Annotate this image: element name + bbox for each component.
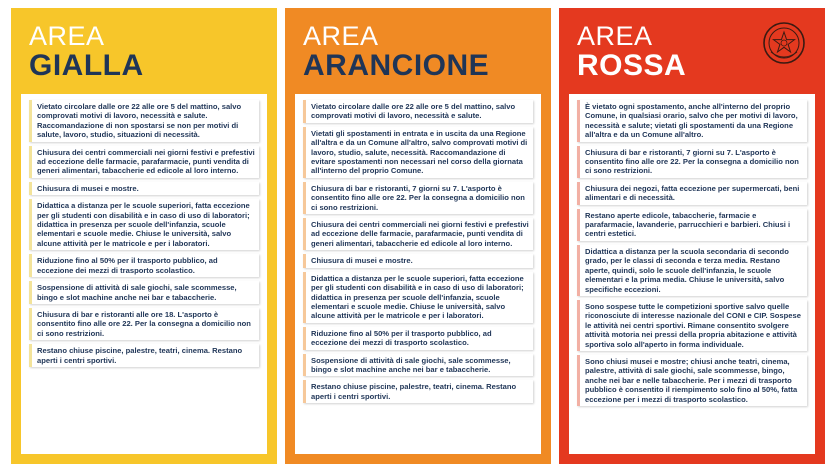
rule-item: Vietato circolare dalle ore 22 alle ore 5 del mattino, salvo comprovati motivi di lavoro, necessità e salute. (303, 100, 533, 123)
rule-item: Chiusura dei negozi, fatta eccezione per supermercati, beni alimentari e di necessità. (577, 182, 807, 205)
area-arancione-title-line1: AREA (303, 21, 379, 51)
area-gialla-header (21, 8, 267, 94)
rule-item: Chiusura di musei e mostre. (303, 254, 533, 267)
rule-item: Sono sospese tutte le competizioni sportive salvo quelle riconosciute di interesse nazionale del CONI e CIP. Sospese le attività nei centri sportivi. Rimane consentito svolgere attività motoria nei pressi della propria abitazione e attività sportiva solo all'aperto in forma individuale. (577, 300, 807, 351)
rule-item: Didattica a distanza per la scuola secondaria di secondo grado, per le classi di seconda e terza media. Restano aperte, quindi, solo le scuole dell'infanzia, le scuole elementari e la prima media. Chiuse le università, salvo specifiche eccezioni. (577, 245, 807, 296)
rule-item: Chiusura di bar e ristoranti, 7 giorni su 7. L'asporto è consentito fino alle ore 22. Per la consegna a domicilio non ci sono restrizioni. (577, 146, 807, 178)
area-arancione-rules-panel (295, 94, 541, 454)
rule-item: Vietato circolare dalle ore 22 alle ore 5 del mattino, salvo comprovati motivi di lavoro, necessità e salute. Raccomandazione di non spostarsi se non per motivi di salute, lavoro, studio, situazioni di necessità. (29, 100, 259, 142)
rule-item: Chiusura di bar e ristoranti alle ore 18. L'asporto è consentito fino alle ore 22. Per la consegna a domicilio non ci sono restrizioni. (29, 308, 259, 340)
rule-item: Restano chiuse piscine, palestre, teatri, cinema. Restano aperti i centri sportivi. (29, 344, 259, 367)
area-gialla-rules-panel (21, 94, 267, 454)
area-gialla-title-line2: GIALLA (29, 49, 144, 82)
italian-republic-emblem-icon (761, 20, 807, 66)
area-gialla-column (11, 8, 277, 464)
rule-item: Vietati gli spostamenti in entrata e in uscita da una Regione all'altra e da un Comune all'altro, salvo comprovati motivi di lavoro, studio, salute, necessità. Raccomandazione di evitare spostamenti non necessari nel corso della giornata all'interno del proprio Comune. (303, 127, 533, 178)
area-gialla-title-line1: AREA (29, 21, 105, 51)
rule-item: Sospensione di attività di sale giochi, sale scommesse, bingo e slot machine anche nei bar e tabaccherie. (303, 354, 533, 377)
area-arancione-column (285, 8, 551, 464)
rule-item: Chiusura di musei e mostre. (29, 182, 259, 195)
rule-item: Restano chiuse piscine, palestre, teatri, cinema. Restano aperti i centri sportivi. (303, 380, 533, 403)
area-rossa-column (559, 8, 825, 464)
area-arancione-title-line2: ARANCIONE (303, 49, 490, 82)
rule-item: Didattica a distanza per le scuole superiori, fatta eccezione per gli studenti con disabilità e in caso di uso di laboratori; didattica in presenza per scuole dell'infanzia, scuole elementari e scuole medie. Chiuse le università, salvo alcune attività per le matricole e per i laboratori. (303, 272, 533, 323)
rule-item: Didattica a distanza per le scuole superiori, fatta eccezione per gli studenti con disabilità e in caso di uso di laboratori; didattica in presenza per scuole dell'infanzia, scuole elementari e scuole medie. Chiuse le università, salvo alcune attività per le matricole e per i laboratori. (29, 199, 259, 250)
rule-item: Chiusura dei centri commerciali nei giorni festivi e prefestivi ad eccezione delle farmacie, parafarmacie, punti vendita di generi alimentari, tabaccherie ed edicole al loro interno. (29, 146, 259, 178)
area-arancione-header (295, 8, 541, 94)
rule-item: Riduzione fino al 50% per il trasporto pubblico, ad eccezione dei mezzi di trasporto scolastico. (29, 254, 259, 277)
area-rossa-title-line1: AREA (577, 21, 653, 51)
rule-item: Sospensione di attività di sale giochi, sale scommesse, bingo e slot machine anche nei bar e tabaccherie. (29, 281, 259, 304)
rule-item: Chiusura di bar e ristoranti, 7 giorni su 7. L'asporto è consentito fino alle ore 22. Per la consegna a domicilio non ci sono restrizioni. (303, 182, 533, 214)
area-rossa-rules-panel (569, 94, 815, 454)
rule-item: È vietato ogni spostamento, anche all'interno del proprio Comune, in qualsiasi orario, salvo che per motivi di lavoro, necessità e salute; vietati gli spostamenti da una Regione all'altra e da un Comune all'altro. (577, 100, 807, 142)
area-rossa-header (569, 8, 815, 94)
area-rossa-title-line2: ROSSA (577, 49, 687, 82)
rule-item: Chiusura dei centri commerciali nei giorni festivi e prefestivi ad eccezione delle farmacie, parafarmacie, punti vendita di generi alimentari, tabaccherie ed edicole al loro interno. (303, 218, 533, 250)
rule-item: Riduzione fino al 50% per il trasporto pubblico, ad eccezione dei mezzi di trasporto scolastico. (303, 327, 533, 350)
rule-item: Restano aperte edicole, tabaccherie, farmacie e parafarmacie, lavanderie, parrucchieri e barbieri. Chiusi i centri estetici. (577, 209, 807, 241)
rule-item: Sono chiusi musei e mostre; chiusi anche teatri, cinema, palestre, attività di sale giochi, sale scommesse, bingo, anche nei bar e nelle tabaccherie. Per i mezzi di trasporto pubblico è consentito il riempimento solo fino al 50%, fatta eccezione per i mezzi di trasporto scolastico. (577, 355, 807, 406)
